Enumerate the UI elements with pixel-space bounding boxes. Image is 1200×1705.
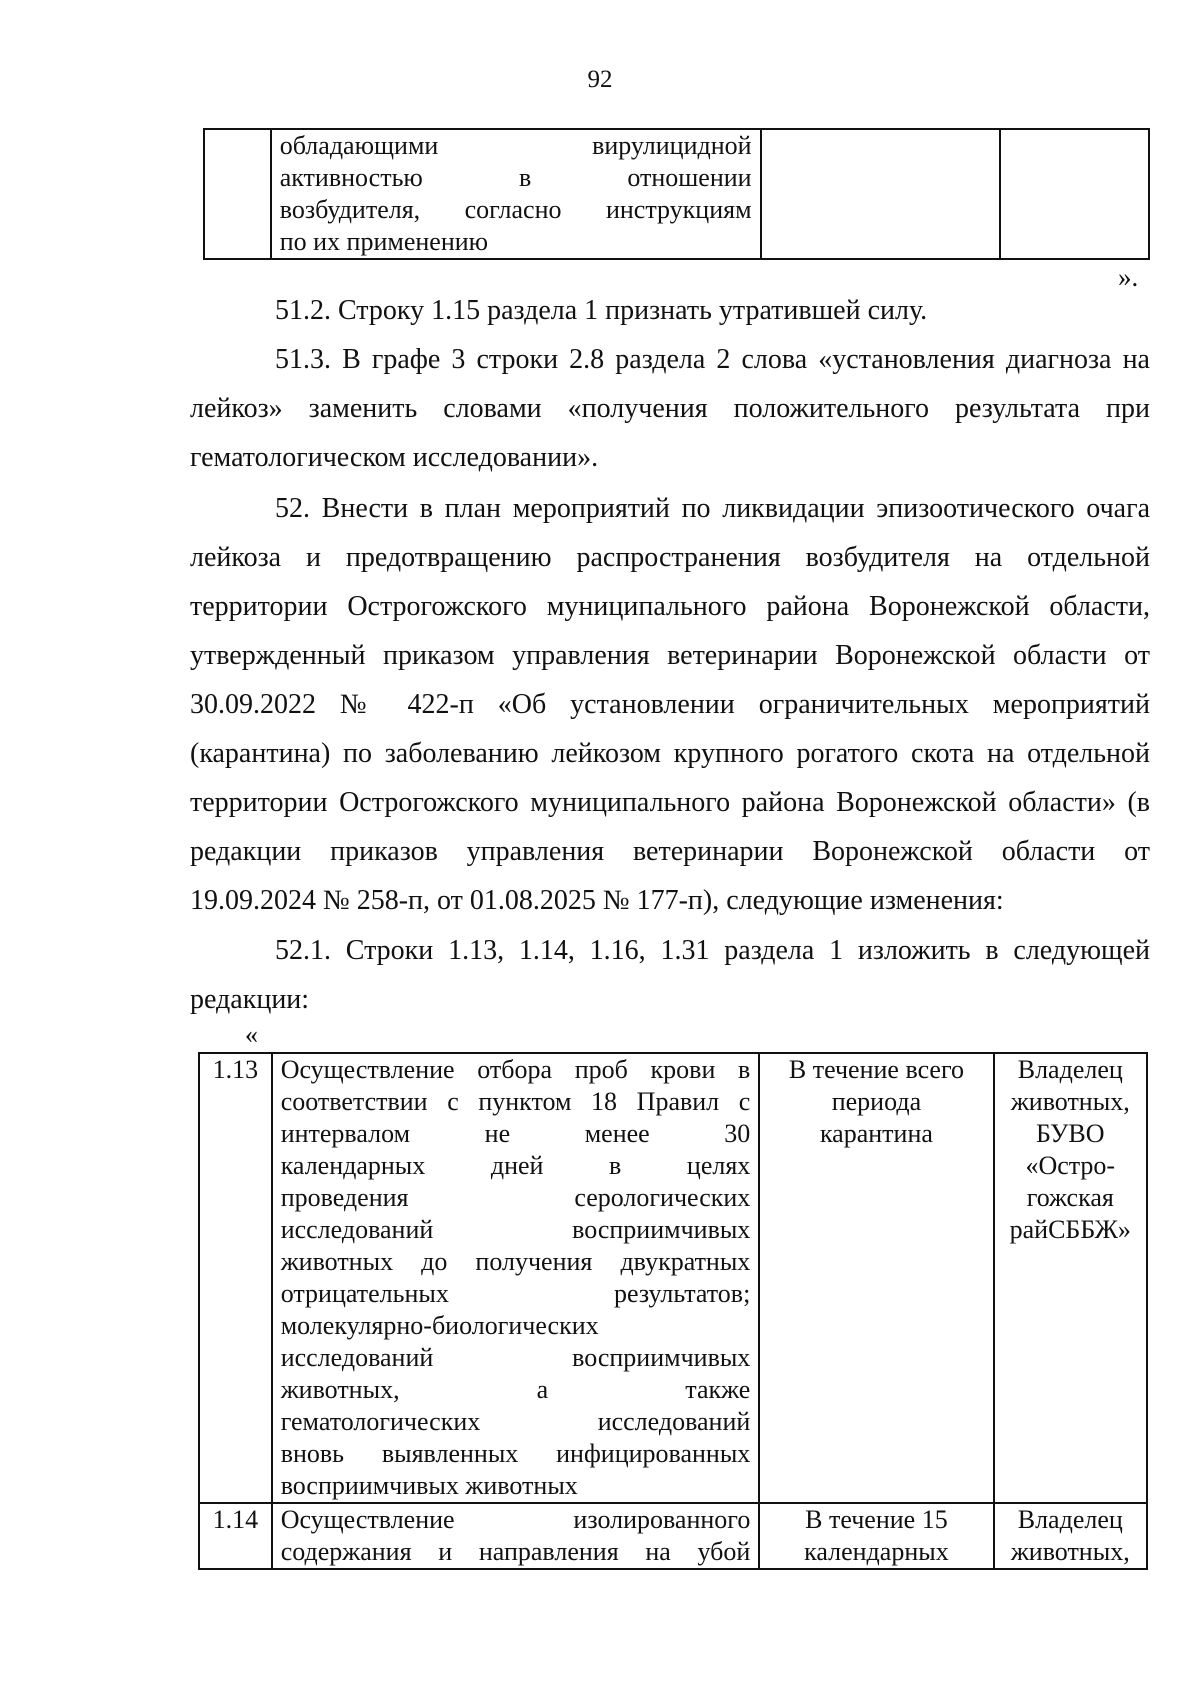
closing-quote: ».	[1118, 262, 1139, 292]
table-row	[204, 129, 1149, 259]
responsible-line: гожская	[1026, 1183, 1114, 1212]
description-cell	[271, 129, 761, 259]
description-line: по их применению	[279, 227, 489, 256]
paragraph-51-2	[190, 286, 1150, 335]
table-row	[199, 1053, 1147, 1503]
text-line: редакции приказов управления ветеринарии Воронежской области от	[190, 836, 1150, 867]
page-number: 92	[587, 66, 613, 93]
text-line: 51.3. В графе 3 строки 2.8 раздела 2 слова «установления диагноза на	[275, 344, 1150, 375]
period-cell	[759, 1053, 993, 1503]
period-cell	[761, 129, 1000, 259]
period-cell	[759, 1503, 993, 1569]
description-line: проведения серологических	[280, 1183, 751, 1212]
description-line: молекулярно-биологических	[280, 1311, 599, 1340]
description-line: обладающими вирулицидной	[279, 131, 752, 160]
description-cell	[272, 1503, 760, 1569]
period-line: периода	[831, 1087, 922, 1116]
description-line: Осуществление отбора проб крови в	[280, 1055, 751, 1084]
responsible-line: животных,	[1010, 1087, 1130, 1116]
period-line: календарных	[804, 1537, 949, 1566]
paragraph-52	[190, 484, 1150, 925]
text-line: 30.09.2022 № 422-п «Об установлении ограничительных мероприятий	[190, 689, 1150, 720]
responsible-line: Владелец	[1017, 1505, 1123, 1534]
responsible-cell	[994, 1503, 1147, 1569]
description-line: животных до получения двукратных	[280, 1247, 751, 1276]
top-table	[203, 128, 1150, 260]
description-line: активностью в отношении	[279, 163, 752, 192]
description-line: содержания и направления на убой	[280, 1537, 751, 1566]
description-line: восприимчивых животных	[280, 1471, 578, 1500]
text-line: 51.2. Строку 1.15 раздела 1 признать утратившей силу.	[275, 295, 928, 326]
text-line: территории Острогожского муниципального района Воронежской области» (в	[190, 787, 1150, 818]
row-number-cell	[204, 129, 271, 259]
responsible-line: БУВО	[1035, 1119, 1105, 1148]
text-line: 52. Внести в план мероприятий по ликвидации эпизоотического очага	[275, 493, 1150, 524]
responsible-cell	[1000, 129, 1149, 259]
responsible-line: райСББЖ»	[1009, 1215, 1131, 1244]
opening-quote: «	[245, 1020, 258, 1049]
description-cell	[272, 1053, 760, 1503]
text-line: территории Острогожского муниципального района Воронежской области,	[190, 591, 1150, 622]
description-line: календарных дней в целях	[280, 1151, 751, 1180]
text-line: редакции:	[190, 984, 310, 1015]
text-line: гематологическом исследовании».	[190, 442, 599, 473]
period-line: В течение всего	[788, 1055, 964, 1084]
text-line: (карантина) по заболеванию лейкозом крупного рогатого скота на отдельной	[190, 738, 1150, 769]
responsible-cell	[994, 1053, 1147, 1503]
responsible-line: «Остро-	[1025, 1151, 1116, 1180]
description-line: интервалом не менее 30	[280, 1119, 751, 1148]
text-line: утвержденный приказом управления ветеринарии Воронежской области от	[190, 640, 1150, 671]
description-line: исследований восприимчивых	[280, 1215, 751, 1244]
description-line: возбудителя, согласно инструкциям	[279, 195, 752, 224]
description-line: отрицательных результатов;	[280, 1279, 751, 1308]
paragraph-52-1	[190, 926, 1150, 1024]
responsible-line: животных,	[1010, 1537, 1130, 1566]
text-line: 52.1. Строки 1.13, 1.14, 1.16, 1.31 раздела 1 изложить в следующей	[275, 935, 1150, 966]
bottom-table	[198, 1052, 1148, 1570]
paragraph-51-3	[190, 335, 1150, 482]
row-number-cell: 1.13	[199, 1053, 272, 1503]
row-number-cell: 1.14	[199, 1503, 272, 1569]
text-line: лейкоза и предотвращению распространения возбудителя на отдельной	[190, 542, 1150, 573]
description-line: гематологических исследований	[280, 1407, 751, 1436]
responsible-line: Владелец	[1017, 1055, 1123, 1084]
period-line: В течение 15	[805, 1505, 948, 1534]
table-row	[199, 1503, 1147, 1569]
text-line: лейкоз» заменить словами «получения положительного результата при	[190, 393, 1150, 424]
description-line: соответствии с пунктом 18 Правил с	[280, 1087, 751, 1116]
description-line: Осуществление изолированного	[280, 1505, 751, 1534]
description-line: животных, а также	[280, 1375, 751, 1404]
description-line: исследований восприимчивых	[280, 1343, 751, 1372]
period-line: карантина	[819, 1119, 933, 1148]
text-line: 19.09.2024 № 258-п, от 01.08.2025 № 177-п), следующие изменения:	[190, 885, 1004, 916]
description-line: вновь выявленных инфицированных	[280, 1439, 751, 1468]
